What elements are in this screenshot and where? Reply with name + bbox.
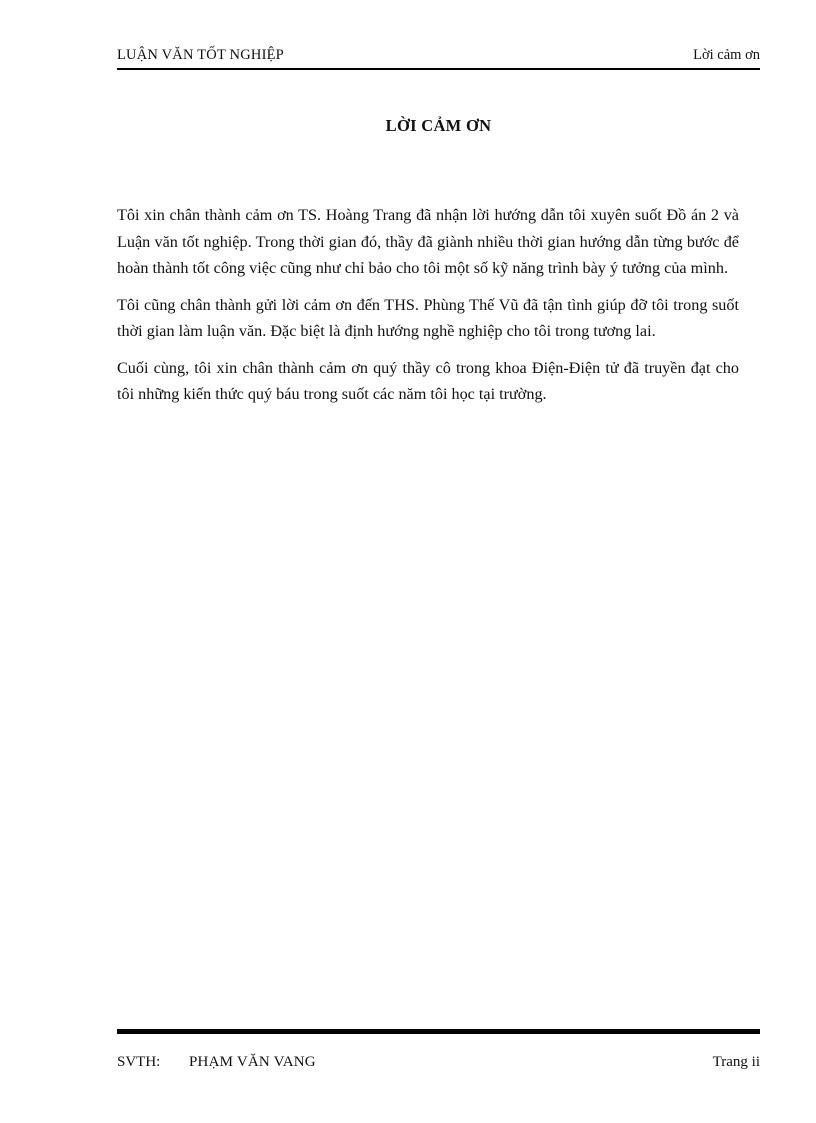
paragraph-1: Tôi xin chân thành cảm ơn TS. Hoàng Trang đã nhận lời hướng dẫn tôi xuyên suốt Đồ án 2 và Luận văn tốt nghiệp. Trong thời gian đó, thầy đã giành nhiều thời gian hướng dẫn từng bước để hoàn thành tốt công việc cũng như chỉ bảo cho tôi một số kỹ năng trình bày ý tưởng của mình.: [117, 206, 739, 277]
footer-divider: [117, 1029, 760, 1034]
header-section-title: Lời cảm ơn: [693, 47, 760, 63]
paragraph-2: Tôi cũng chân thành gửi lời cảm ơn đến THS. Phùng Thế Vũ đã tận tình giúp đỡ tôi trong suốt thời gian làm luận văn. Đặc biệt là định hướng nghề nghiệp cho tôi trong tương lai.: [117, 295, 739, 340]
page-title: LỜI CẢM ƠN: [385, 116, 492, 135]
footer-student-label: SVTH:: [117, 1054, 161, 1070]
footer-page-number: Trang ii: [712, 1054, 760, 1070]
header-document-title: LUẬN VĂN TỐT NGHIỆP: [117, 47, 284, 63]
page-footer: [117, 1054, 760, 1074]
paragraph-3: Cuối cùng, tôi xin chân thành cảm ơn quý thầy cô trong khoa Điện-Điện tử đã truyền đạt cho tôi những kiến thức quý báu trong suốt các năm tôi học tại trường.: [117, 358, 739, 403]
footer-student-name: PHẠM VĂN VANG: [189, 1054, 316, 1070]
acknowledgement-body: [117, 202, 739, 418]
page-header: [117, 46, 760, 70]
